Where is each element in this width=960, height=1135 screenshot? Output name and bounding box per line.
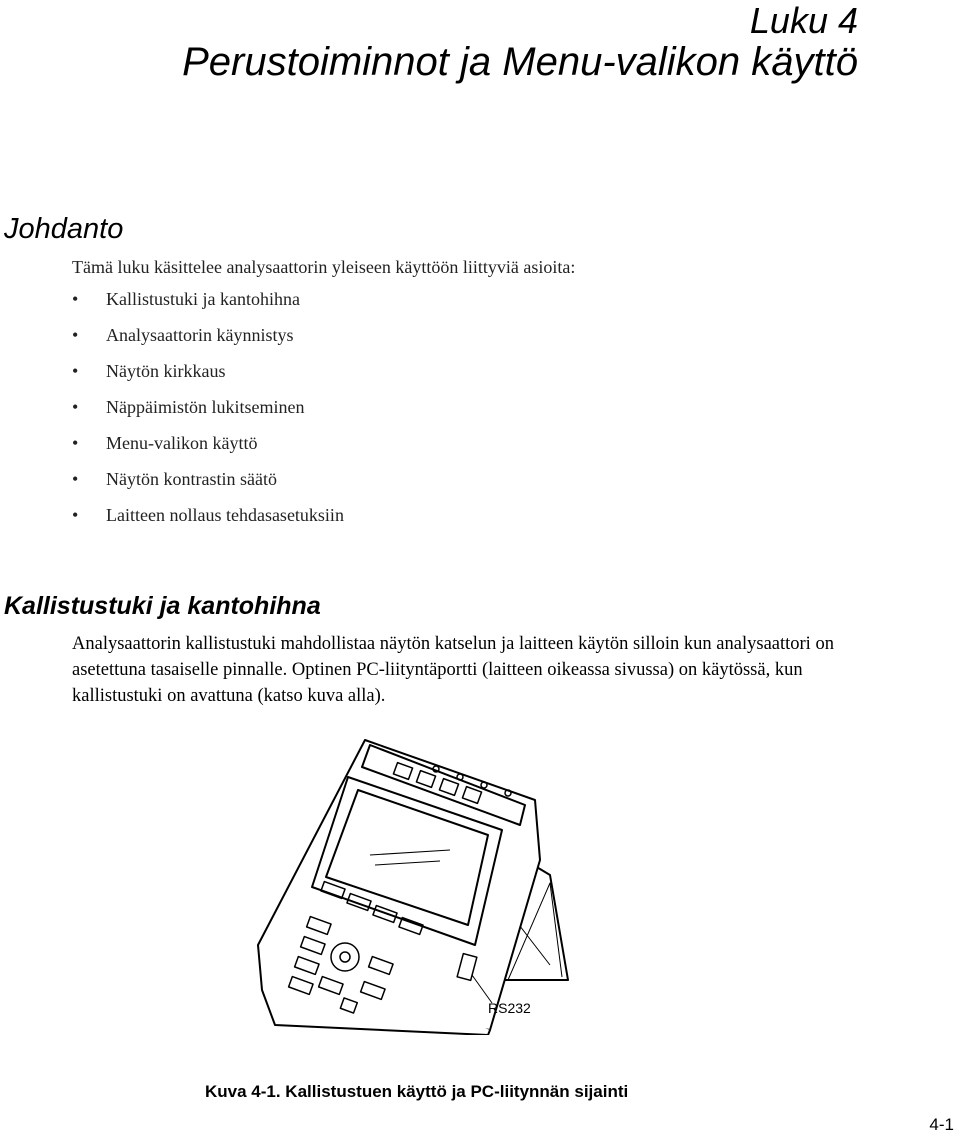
list-item: • Menu-valikon käyttö [72, 433, 344, 469]
list-item: • Analysaattorin käynnistys [72, 325, 344, 361]
section-paragraph: Analysaattorin kallistustuki mahdollistaa näytön katselun ja laitteen käytön silloin kun analysaattori on asetettuna tasaiselle pinnalle. Optinen PC-liityntäportti (laitteen oikeassa sivussa) on käytössä, kun kallistustuki on avattuna (katso kuva alla). [72, 634, 834, 706]
analyzer-device-illustration [250, 735, 570, 1035]
list-item: • Näytön kirkkaus [72, 361, 344, 397]
chapter-label: Luku 4 [749, 0, 858, 41]
list-item: • Näytön kontrastin säätö [72, 469, 344, 505]
figure-caption: Kuva 4-1. Kallistustuen käyttö ja PC-liitynnän sijainti [205, 1082, 629, 1101]
rs232-callout: RS232 [488, 1000, 531, 1016]
list-item: • Kallistustuki ja kantohihna [72, 289, 344, 325]
intro-lead: Tämä luku käsittelee analysaattorin yleiseen käyttöön liittyviä asioita: [72, 257, 576, 277]
list-item: • Näppäimistön lukitseminen [72, 397, 344, 433]
list-item: • Laitteen nollaus tehdasasetuksiin [72, 505, 344, 541]
intro-bullet-list [72, 289, 344, 541]
section-heading: Kallistustuki ja kantohihna [4, 592, 321, 620]
page-number: 4-1 [929, 1115, 954, 1134]
intro-heading: Johdanto [4, 213, 124, 245]
chapter-title: Perustoiminnot ja Menu-valikon käyttö [182, 40, 858, 84]
